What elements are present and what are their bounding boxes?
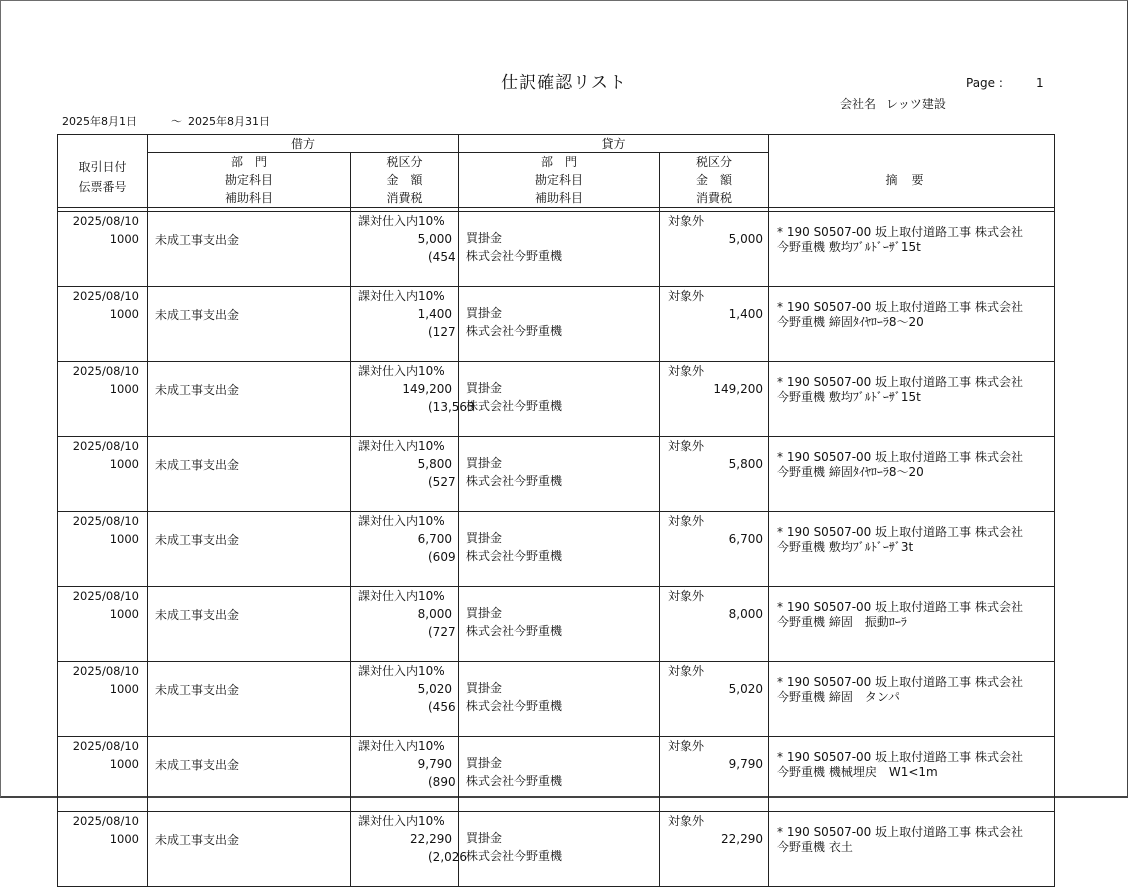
debit-tax-cell — [351, 512, 459, 587]
credit-account-cell — [459, 587, 660, 662]
debit-tax-class: 課対仕入内10% — [358, 514, 445, 528]
memo-cell — [769, 212, 1055, 287]
debit-tax-cell — [351, 437, 459, 512]
debit-tax-class: 課対仕入内10% — [358, 439, 445, 453]
page-indicator — [966, 76, 1044, 90]
credit-tax-class: 対象外 — [668, 664, 705, 678]
credit-tax-cell — [660, 737, 769, 812]
date-cell — [58, 512, 148, 587]
credit-amount: 22,290 — [721, 832, 764, 846]
credit-tax-class: 対象外 — [668, 814, 705, 828]
credit-amount-header: 金 額 — [696, 173, 733, 187]
debit-tax-cell — [351, 587, 459, 662]
debit-account: 未成工事支出金 — [148, 287, 351, 362]
credit-amount: 5,800 — [728, 457, 764, 471]
memo-line-2: 今野重機 衣土 — [777, 840, 853, 854]
period-to: 2025年8月31日 — [188, 115, 270, 128]
credit-amount: 149,200 — [713, 382, 764, 396]
credit-sub-account: 株式会社今野重機 — [466, 774, 563, 788]
memo-cell — [769, 437, 1055, 512]
credit-tax-class: 対象外 — [668, 739, 705, 753]
report-title: 仕訳確認リスト — [501, 73, 627, 93]
debit-account: 未成工事支出金 — [148, 812, 351, 887]
debit-account: 未成工事支出金 — [148, 587, 351, 662]
voucher-number: 1000 — [109, 232, 139, 246]
memo-cell — [769, 737, 1055, 812]
voucher-number: 1000 — [109, 607, 139, 621]
credit-sub-account: 株式会社今野重機 — [466, 324, 563, 338]
debit-amount: 22,290 — [410, 832, 453, 846]
memo-line-1: * 190 S0507-00 坂上取付道路工事 株式会社 — [777, 825, 1023, 839]
company-info — [840, 95, 946, 112]
table-row — [58, 662, 1055, 737]
credit-amount: 6,700 — [728, 532, 764, 546]
credit-account: 買掛金 — [466, 381, 503, 395]
credit-tax-cell — [660, 362, 769, 437]
debit-tax-class: 課対仕入内10% — [358, 289, 445, 303]
credit-tax-cell — [660, 587, 769, 662]
company-name: レッツ建設 — [886, 97, 946, 111]
date-cell — [58, 662, 148, 737]
credit-amount: 5,000 — [728, 232, 764, 246]
credit-account: 買掛金 — [466, 531, 503, 545]
voucher-number: 1000 — [109, 832, 139, 846]
memo-cell — [769, 287, 1055, 362]
credit-tax-cell — [660, 437, 769, 512]
credit-sub-account: 株式会社今野重機 — [466, 474, 563, 488]
credit-sub-header: 補助科目 — [535, 191, 584, 205]
memo-cell — [769, 662, 1055, 737]
debit-account: 未成工事支出金 — [148, 212, 351, 287]
debit-tax-cell — [351, 287, 459, 362]
memo-line-2: 今野重機 敷均ﾌﾞﾙﾄﾞｰｻﾞ15t — [777, 390, 921, 404]
credit-tax-cell — [660, 212, 769, 287]
debit-amount: 5,800 — [417, 457, 453, 471]
debit-amount: 6,700 — [417, 532, 453, 546]
entry-date: 2025/08/10 — [72, 214, 139, 228]
debit-header: 借方 — [148, 135, 459, 153]
memo-line-1: * 190 S0507-00 坂上取付道路工事 株式会社 — [777, 225, 1023, 239]
table-row — [58, 812, 1055, 887]
debit-tax-header: 消費税 — [386, 191, 423, 205]
credit-amount: 8,000 — [728, 607, 764, 621]
credit-account-cell — [459, 737, 660, 812]
debit-consumption-tax: (127 — [428, 325, 456, 339]
memo-cell — [769, 362, 1055, 437]
credit-account: 買掛金 — [466, 306, 503, 320]
credit-tax-class: 対象外 — [668, 214, 705, 228]
credit-dept-header: 部 門 — [541, 155, 578, 169]
credit-sub-account: 株式会社今野重機 — [466, 399, 563, 413]
credit-amount: 1,400 — [728, 307, 764, 321]
credit-tax-cell — [660, 812, 769, 887]
entry-date: 2025/08/10 — [72, 814, 139, 828]
memo-line-2: 今野重機 機械埋戻 W1<1m — [777, 765, 938, 779]
period-tilde: ～ — [171, 115, 182, 128]
debit-amount: 5,000 — [417, 232, 453, 246]
debit-account: 未成工事支出金 — [148, 737, 351, 812]
credit-account: 買掛金 — [466, 681, 503, 695]
header-row-top — [58, 135, 1055, 153]
credit-account-header: 勘定科目 — [535, 173, 584, 187]
credit-account-cell — [459, 212, 660, 287]
debit-tax-class: 課対仕入内10% — [358, 814, 445, 828]
credit-account-cell — [459, 362, 660, 437]
page-number: 1 — [1036, 76, 1044, 90]
debit-amount: 9,790 — [417, 757, 453, 771]
debit-amount: 149,200 — [402, 382, 453, 396]
credit-account: 買掛金 — [466, 606, 503, 620]
credit-sub-account: 株式会社今野重機 — [466, 624, 563, 638]
memo-line-1: * 190 S0507-00 坂上取付道路工事 株式会社 — [777, 300, 1023, 314]
memo-line-2: 今野重機 締固ﾀｲﾔﾛｰﾗ8～20 — [777, 315, 924, 329]
debit-account: 未成工事支出金 — [148, 512, 351, 587]
credit-tax-cell — [660, 512, 769, 587]
entry-date: 2025/08/10 — [72, 664, 139, 678]
debit-tax-class: 課対仕入内10% — [358, 214, 445, 228]
journal-table — [57, 134, 1055, 887]
debit-account: 未成工事支出金 — [148, 662, 351, 737]
credit-tax-class: 対象外 — [668, 514, 705, 528]
credit-sub-account: 株式会社今野重機 — [466, 549, 563, 563]
table-row — [58, 737, 1055, 812]
date-cell — [58, 437, 148, 512]
credit-tax-cell — [660, 662, 769, 737]
memo-line-2: 今野重機 敷均ﾌﾞﾙﾄﾞｰｻﾞ3t — [777, 540, 914, 554]
debit-tax-class: 課対仕入内10% — [358, 589, 445, 603]
voucher-number: 1000 — [109, 532, 139, 546]
credit-account-cell — [459, 812, 660, 887]
credit-account-cell — [459, 287, 660, 362]
credit-sub-account: 株式会社今野重機 — [466, 249, 563, 263]
credit-account: 買掛金 — [466, 756, 503, 770]
debit-consumption-tax: (609 — [428, 550, 456, 564]
memo-line-1: * 190 S0507-00 坂上取付道路工事 株式会社 — [777, 375, 1023, 389]
date-cell — [58, 737, 148, 812]
date-cell — [58, 812, 148, 887]
entry-date: 2025/08/10 — [72, 514, 139, 528]
entry-date: 2025/08/10 — [72, 589, 139, 603]
credit-tax-cell — [660, 287, 769, 362]
debit-tax-cell — [351, 662, 459, 737]
table-row — [58, 587, 1055, 662]
period-from: 2025年8月1日 — [62, 115, 137, 128]
debit-tax-class: 課対仕入内10% — [358, 664, 445, 678]
memo-cell — [769, 512, 1055, 587]
credit-account-cell — [459, 662, 660, 737]
credit-tax-class: 対象外 — [668, 439, 705, 453]
voucher-number: 1000 — [109, 457, 139, 471]
debit-tax-cell — [351, 212, 459, 287]
memo-line-2: 今野重機 締固 振動ﾛｰﾗ — [777, 615, 907, 629]
entry-date: 2025/08/10 — [72, 364, 139, 378]
debit-tax-class-header: 税区分 — [386, 155, 423, 169]
credit-tax-class-header: 税区分 — [696, 155, 733, 169]
debit-tax-cell — [351, 362, 475, 437]
credit-account-cell — [459, 512, 660, 587]
voucher-number: 1000 — [109, 382, 139, 396]
debit-tax-cell — [351, 737, 459, 812]
memo-line-1: * 190 S0507-00 坂上取付道路工事 株式会社 — [777, 525, 1023, 539]
debit-tax-class: 課対仕入内10% — [358, 739, 445, 753]
debit-consumption-tax: (456 — [428, 700, 456, 714]
table-row — [58, 437, 1055, 512]
credit-amount: 9,790 — [728, 757, 764, 771]
debit-amount: 8,000 — [417, 607, 453, 621]
debit-amount: 5,020 — [417, 682, 453, 696]
credit-account: 買掛金 — [466, 231, 503, 245]
date-cell — [58, 362, 148, 437]
table-row — [58, 512, 1055, 587]
memo-line-2: 今野重機 敷均ﾌﾞﾙﾄﾞｰｻﾞ15t — [777, 240, 921, 254]
debit-consumption-tax: (13,563 — [428, 400, 475, 414]
debit-account: 未成工事支出金 — [148, 362, 351, 437]
date-header: 取引日付 — [78, 159, 127, 174]
summary-header: 摘要 — [769, 153, 1055, 208]
date-cell — [58, 212, 148, 287]
memo-line-2: 今野重機 締固ﾀｲﾔﾛｰﾗ8～20 — [777, 465, 924, 479]
credit-amount: 5,020 — [728, 682, 764, 696]
credit-account: 買掛金 — [466, 831, 503, 845]
debit-account: 未成工事支出金 — [148, 437, 351, 512]
credit-sub-account: 株式会社今野重機 — [466, 849, 563, 863]
memo-cell — [769, 812, 1055, 887]
table-row — [58, 287, 1055, 362]
memo-line-1: * 190 S0507-00 坂上取付道路工事 株式会社 — [777, 600, 1023, 614]
credit-sub-account: 株式会社今野重機 — [466, 699, 563, 713]
debit-consumption-tax: (454 — [428, 250, 456, 264]
debit-amount: 1,400 — [417, 307, 453, 321]
credit-header: 貸方 — [459, 135, 769, 153]
debit-dept-header: 部 門 — [230, 155, 267, 169]
debit-consumption-tax: (527 — [428, 475, 456, 489]
debit-tax-class: 課対仕入内10% — [358, 364, 445, 378]
table-row — [58, 212, 1055, 287]
debit-consumption-tax: (890 — [428, 775, 456, 789]
voucher-header: 伝票番号 — [78, 179, 127, 194]
memo-line-1: * 190 S0507-00 坂上取付道路工事 株式会社 — [777, 750, 1023, 764]
memo-cell — [769, 587, 1055, 662]
entry-date: 2025/08/10 — [72, 289, 139, 303]
debit-account-header: 勘定科目 — [224, 173, 273, 187]
debit-consumption-tax: (727 — [428, 625, 456, 639]
date-cell — [58, 287, 148, 362]
page-label: Page : — [966, 76, 1003, 90]
credit-tax-class: 対象外 — [668, 589, 705, 603]
credit-account: 買掛金 — [466, 456, 503, 470]
entry-date: 2025/08/10 — [72, 439, 139, 453]
credit-tax-class: 対象外 — [668, 364, 705, 378]
memo-line-1: * 190 S0507-00 坂上取付道路工事 株式会社 — [777, 450, 1023, 464]
memo-line-2: 今野重機 締固 タンパ — [777, 690, 901, 704]
debit-consumption-tax: (2,026 — [428, 850, 468, 864]
credit-tax-class: 対象外 — [668, 289, 705, 303]
debit-tax-cell — [351, 812, 468, 887]
memo-line-1: * 190 S0507-00 坂上取付道路工事 株式会社 — [777, 675, 1023, 689]
voucher-number: 1000 — [109, 682, 139, 696]
credit-account-cell — [459, 437, 660, 512]
entry-date: 2025/08/10 — [72, 739, 139, 753]
debit-sub-header: 補助科目 — [224, 191, 273, 205]
table-row — [58, 362, 1055, 437]
voucher-number: 1000 — [109, 307, 139, 321]
company-label: 会社名 — [840, 97, 877, 111]
debit-amount-header: 金 額 — [386, 173, 423, 187]
voucher-number: 1000 — [109, 757, 139, 771]
period-range — [62, 113, 270, 129]
header-row-main — [58, 153, 1055, 208]
credit-tax-header: 消費税 — [696, 191, 733, 205]
date-cell — [58, 587, 148, 662]
